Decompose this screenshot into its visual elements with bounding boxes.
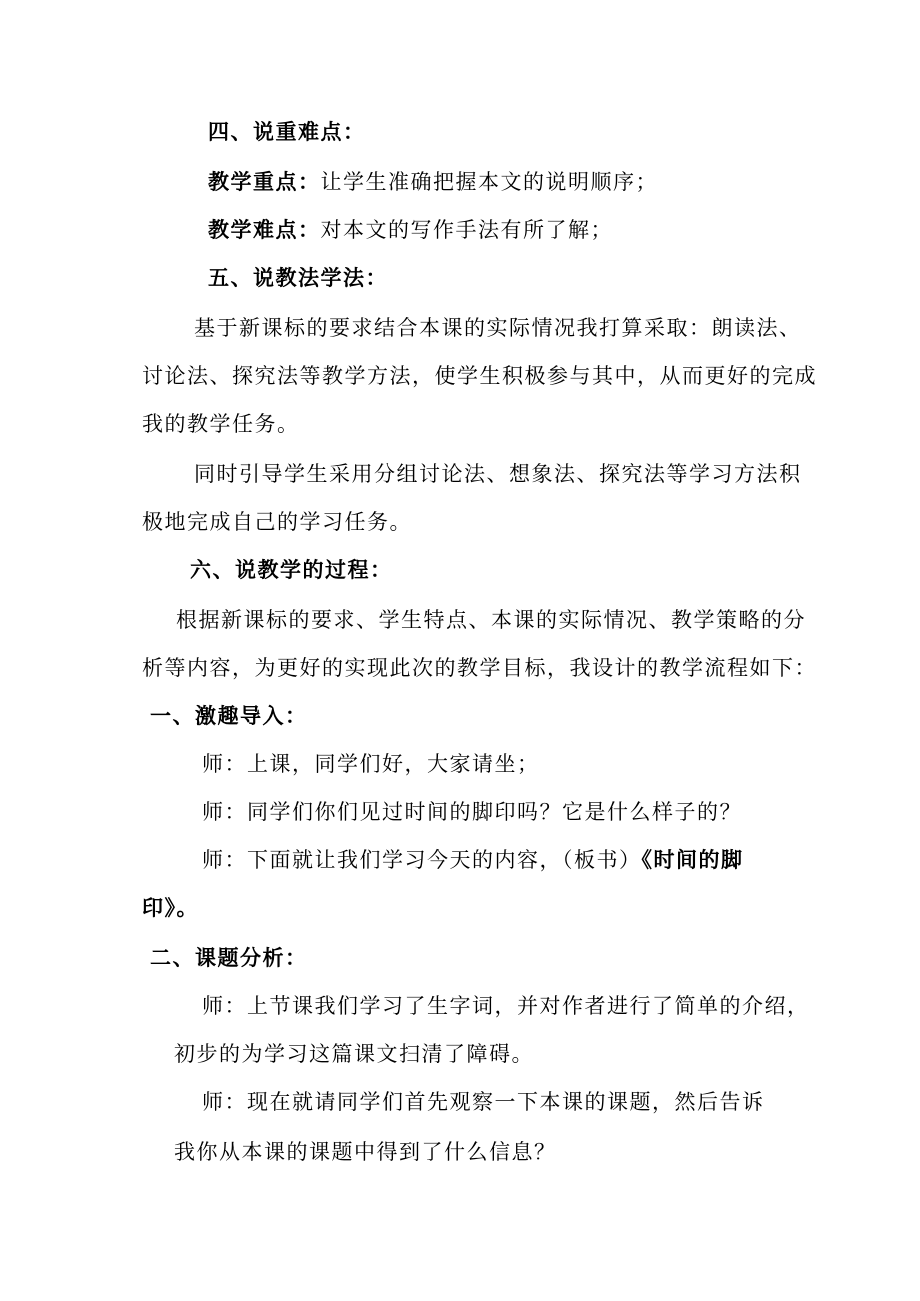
step-1-heading: 一、激趣导入： [150, 704, 308, 728]
paragraph-line: 根据新课标的要求、学生特点、本课的实际情况、教学策略的分 [176, 608, 806, 632]
dialogue-line: 师：同学们你们见过时间的脚印吗？它是什么样子的？ [202, 800, 742, 824]
lesson-title-continued: 印》。 [142, 896, 199, 920]
teaching-key-point [208, 168, 658, 196]
paragraph-line: 讨论法、探究法等教学方法，使学生积极参与其中，从而更好的完成 [142, 364, 817, 388]
dialogue-line: 我你从本课的课题中得到了什么信息？ [174, 1140, 557, 1164]
lesson-title: 《时间的脚 [641, 848, 744, 872]
teaching-key-label: 教学重点： [208, 170, 321, 194]
dialogue-text: 师：下面就让我们学习今天的内容，（板书） [202, 848, 642, 872]
dialogue-line [202, 846, 744, 874]
paragraph-line: 我的教学任务。 [142, 412, 300, 436]
paragraph-line: 基于新课标的要求结合本课的实际情况我打算采取：朗读法、 [194, 316, 802, 340]
section-6-heading: 六、说教学的过程： [190, 558, 393, 582]
section-5-heading: 五、说教法学法： [208, 266, 388, 290]
dialogue-line: 师：上节课我们学习了生字词，并对作者进行了简单的介绍， [202, 994, 810, 1018]
paragraph-line: 极地完成自己的学习任务。 [142, 510, 412, 534]
dialogue-line: 初步的为学习这篇课文扫清了障碍。 [174, 1042, 534, 1066]
dialogue-line: 师：现在就请同学们首先观察一下本课的课题，然后告诉 [202, 1090, 765, 1114]
paragraph-line: 析等内容，为更好的实现此次的教学目标，我设计的教学流程如下： [142, 656, 817, 680]
dialogue-line: 师：上课，同学们好，大家请坐； [202, 752, 540, 776]
teaching-difficulty-text: 对本文的写作手法有所了解； [320, 218, 613, 242]
paragraph-line: 同时引导学生采用分组讨论法、想象法、探究法等学习方法积 [194, 462, 802, 486]
teaching-difficulty-label: 教学难点： [208, 218, 321, 242]
step-2-heading: 二、课题分析： [150, 946, 308, 970]
section-4-heading: 四、说重难点： [208, 120, 366, 144]
teaching-key-text: 让学生准确把握本文的说明顺序； [320, 170, 658, 194]
teaching-difficulty [208, 216, 613, 244]
